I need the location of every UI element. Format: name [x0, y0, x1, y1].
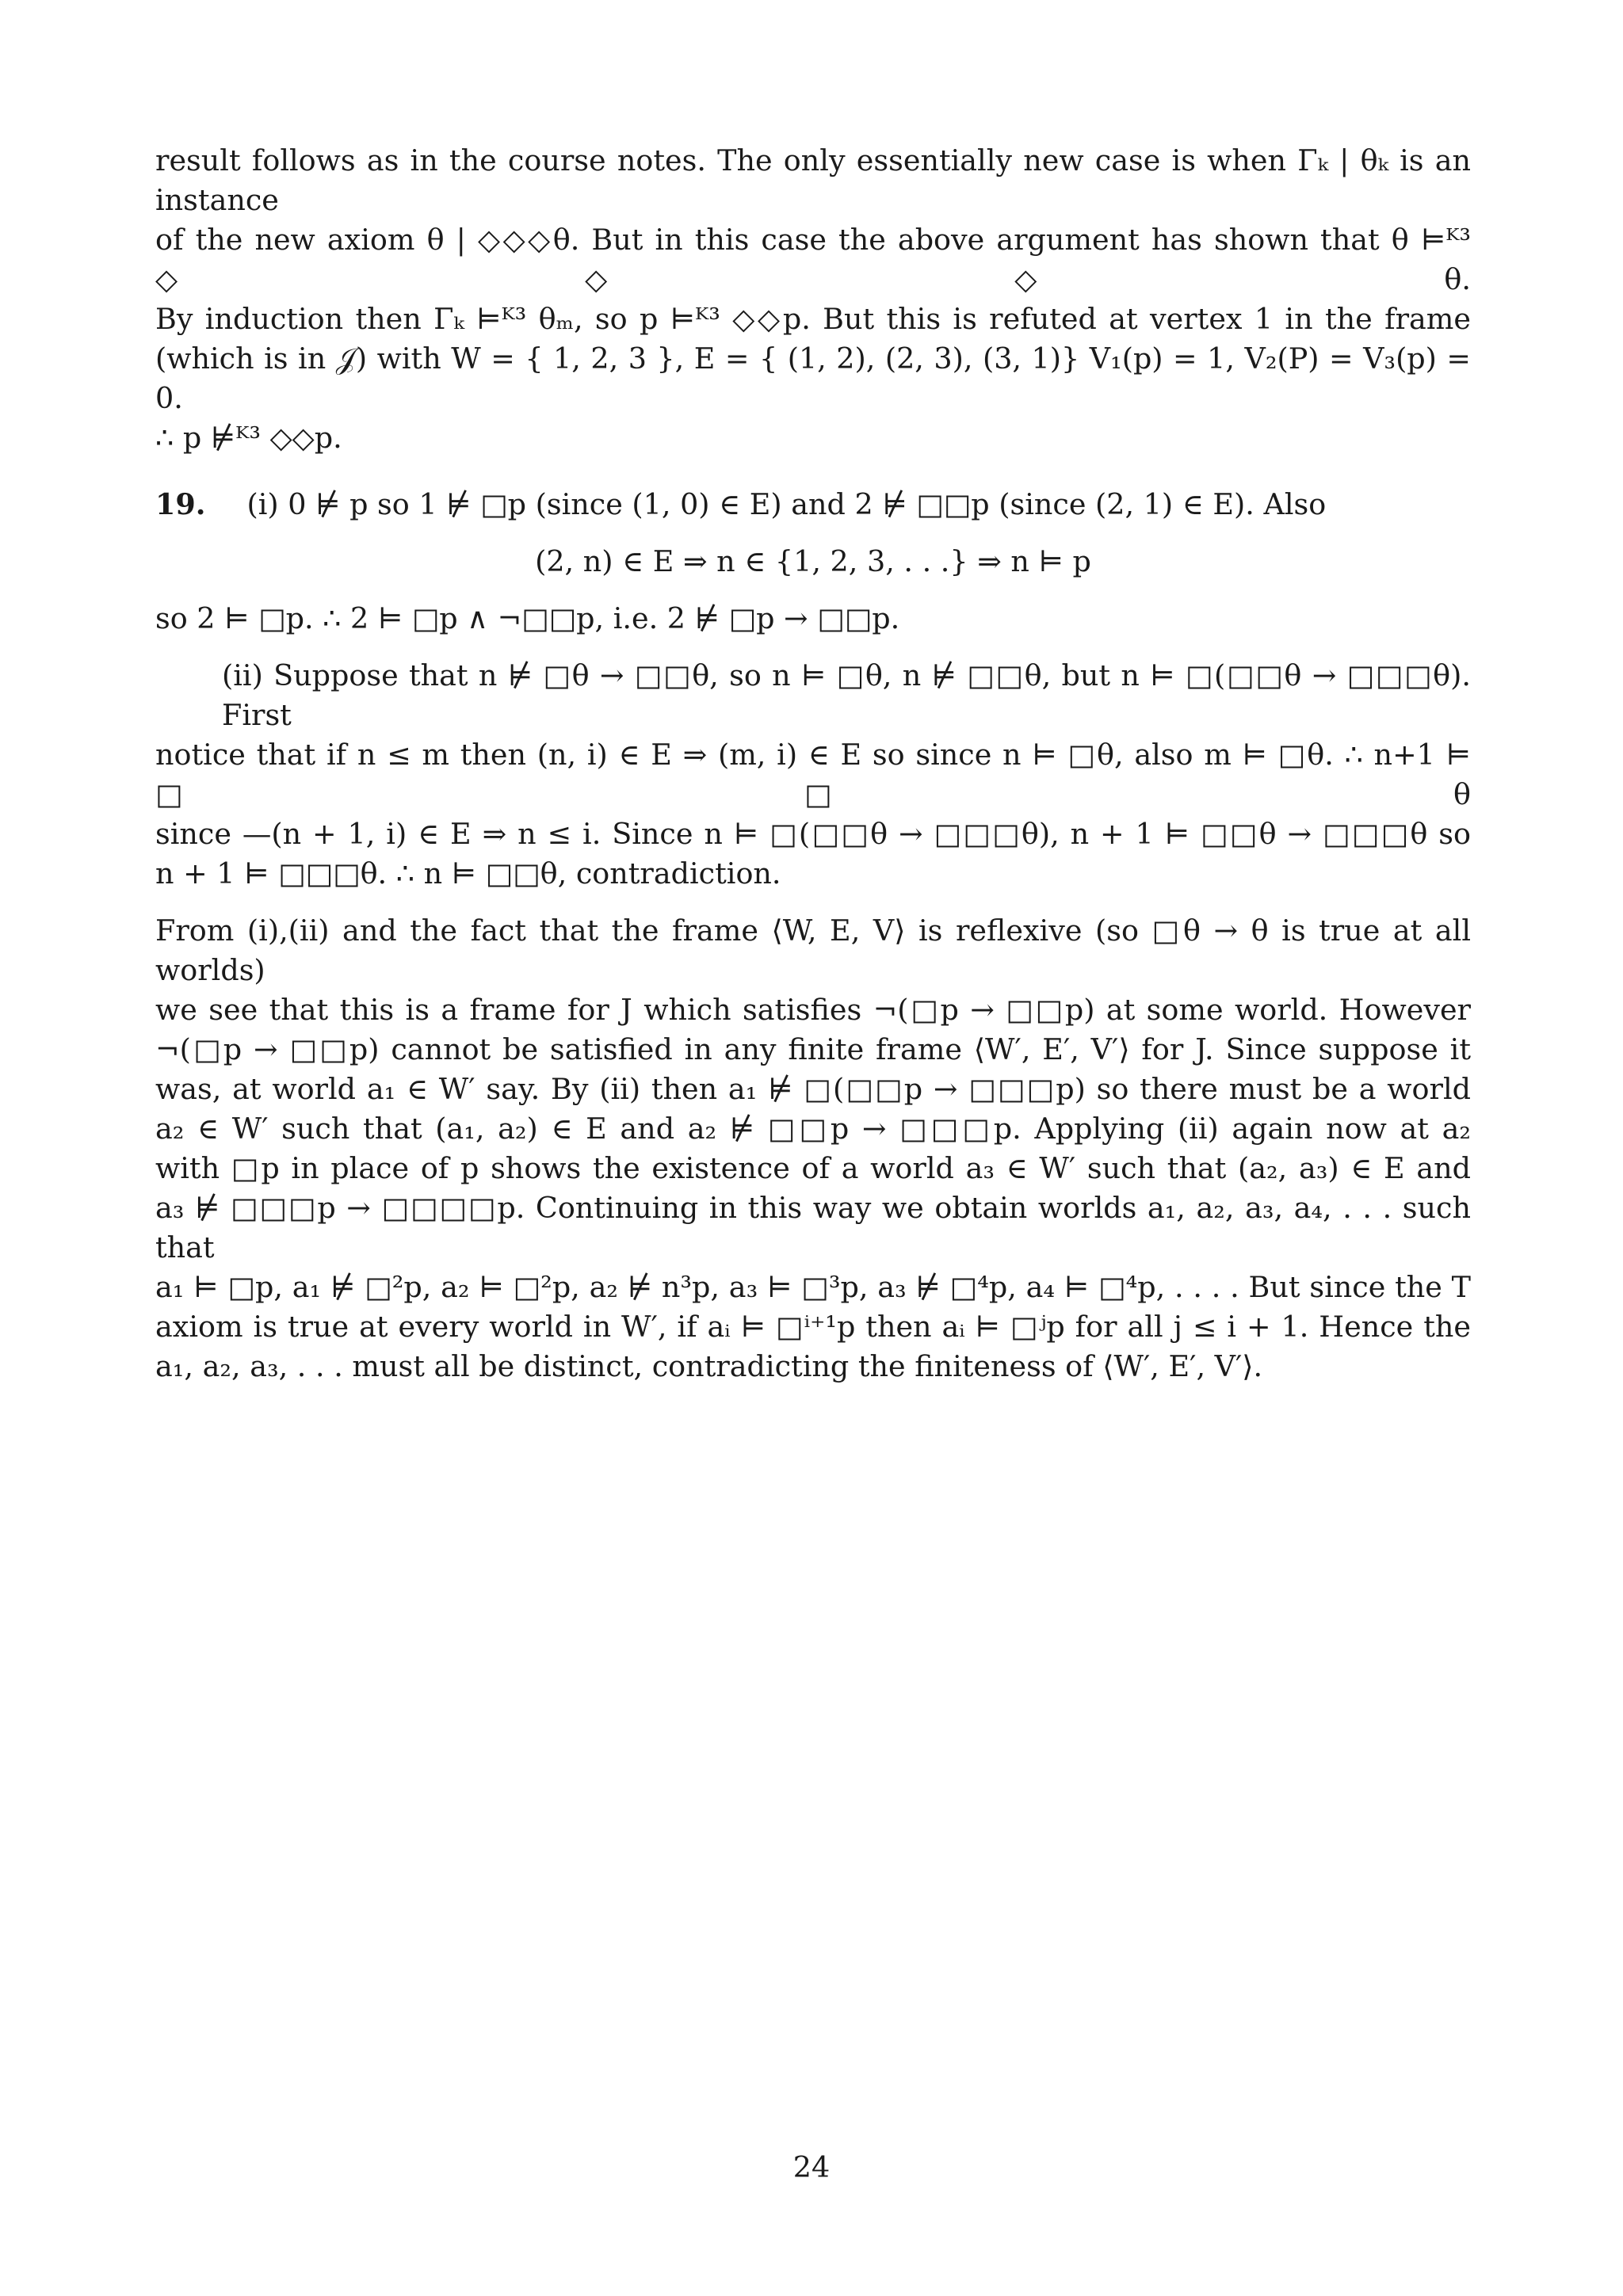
page-number: 24 [792, 2150, 831, 2184]
text-line: n + 1 ⊨ □□□θ. ∴ n ⊨ □□θ, contradiction. [155, 856, 781, 891]
text-line: since —(n + 1, i) ∈ E ⇒ n ≤ i. Since n ⊨ □(□□θ → □□□θ), n + 1 ⊨ □□θ → □□□θ so [155, 817, 1471, 851]
text-line: a₁, a₂, a₃, . . . must all be distinct, contradicting the finiteness of ⟨W′, E′, V′⟩. [155, 1349, 1263, 1383]
text-line: (which is in 𝒥) with W = { 1, 2, 3 }, E = { (1, 2), (2, 3), (3, 1)} V₁(p) = 1, V₂(P) = V₃(p) = 0. [155, 341, 1471, 415]
text-line: of the new axiom θ | ◇◇◇θ. But in this case the above argument has shown that θ ⊨ᴷ³ ◇◇◇θ. [155, 223, 1471, 296]
text-line: (i) 0 ⊭ p so 1 ⊭ □p (since (1, 0) ∈ E) and 2 ⊭ □□p (since (2, 1) ∈ E). Also [246, 487, 1327, 521]
text-line: a₂ ∈ W′ such that (a₁, a₂) ∈ E and a₂ ⊭ □□p → □□□p. Applying (ii) again now at a₂ [155, 1112, 1471, 1146]
text-line: was, at world a₁ ∈ W′ say. By (ii) then a₁ ⊭ □(□□p → □□□p) so there must be a world [155, 1072, 1471, 1106]
text-line: ¬(□p → □□p) cannot be satisfied in any finite frame ⟨W′, E′, V′⟩ for J. Since suppose it [155, 1032, 1471, 1066]
text-line: ∴ p ⊭ᴷ³ ◇◇p. [155, 421, 342, 455]
problem-19 [155, 485, 1471, 894]
text-line: axiom is true at every world in W′, if aᵢ ⊨ □ⁱ⁺¹p then aᵢ ⊨ □ʲp for all j ≤ i + 1. Hence the [155, 1310, 1471, 1344]
text-line: result follows as in the course notes. The only essentially new case is when Γₖ | θₖ is an instance [155, 143, 1471, 217]
problem-number: 19. [155, 487, 206, 521]
problem-19-first-line [155, 485, 1471, 524]
text-line: From (i),(ii) and the fact that the frame ⟨W, E, V⟩ is reflexive (so □θ → θ is true at all worlds) [155, 913, 1471, 987]
text-line: a₁ ⊨ □p, a₁ ⊭ □²p, a₂ ⊨ □²p, a₂ ⊭ n³p, a₃ ⊨ □³p, a₃ ⊭ □⁴p, a₄ ⊨ □⁴p, . . . . But since the T [155, 1270, 1471, 1304]
intro-paragraph [155, 141, 1471, 458]
final-paragraph [155, 911, 1471, 1386]
text-line: a₃ ⊭ □□□p → □□□□p. Continuing in this way we obtain worlds a₁, a₂, a₃, a₄, . . . such that [155, 1191, 1471, 1264]
text-line: By induction then Γₖ ⊨ᴷ³ θₘ, so p ⊨ᴷ³ ◇◇p. But this is refuted at vertex 1 in the frame [155, 302, 1471, 336]
text-line: (ii) Suppose that n ⊭ □θ → □□θ, so n ⊨ □θ, n ⊭ □□θ, but n ⊨ □(□□θ → □□□θ). First [222, 658, 1471, 732]
text-line: notice that if n ≤ m then (n, i) ∈ E ⇒ (m, i) ∈ E so since n ⊨ □θ, also m ⊨ □θ. ∴ n+1 ⊨ □□θ [155, 738, 1471, 811]
text-line: we see that this is a frame for J which satisfies ¬(□p → □□p) at some world. However [155, 993, 1471, 1027]
text-line: so 2 ⊨ □p. ∴ 2 ⊨ □p ∧ ¬□□p, i.e. 2 ⊭ □p → □□p. [155, 601, 900, 635]
text-line: with □p in place of p shows the existence of a world a₃ ∈ W′ such that (a₂, a₃) ∈ E and [155, 1151, 1471, 1185]
page-body [155, 141, 1471, 1386]
display-equation: (2, n) ∈ E ⇒ n ∈ {1, 2, 3, . . .} ⇒ n ⊨ p [535, 544, 1091, 578]
